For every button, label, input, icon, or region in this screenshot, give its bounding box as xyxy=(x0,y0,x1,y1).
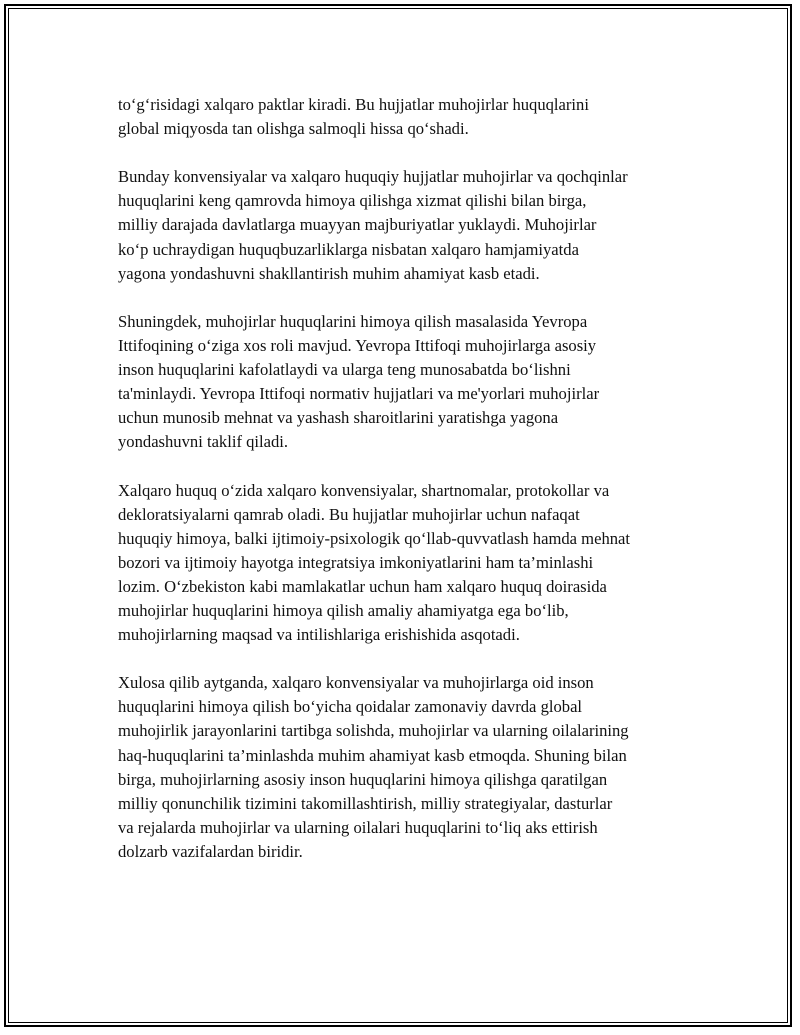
paragraph-2 xyxy=(118,165,698,285)
text-line: Xalqaro huquq o‘zida xalqaro konvensiyalar, shartnomalar, protokollar va xyxy=(118,480,610,500)
text-line: huquqiy himoya, balki ijtimoiy-psixologik qo‘llab-quvvatlash hamda mehnat xyxy=(118,528,631,548)
text-line: global miqyosda tan olishga salmoqli hissa qo‘shadi. xyxy=(118,119,469,139)
text-line: yondashuvni taklif qiladi. xyxy=(118,432,289,452)
text-line: bozori va ijtimoiy hayotga integratsiya imkoniyatlarini ham ta’minlashi xyxy=(118,552,594,572)
text-line: huquqlarini himoya qilish bo‘yicha qoidalar zamonaviy davrda global xyxy=(118,697,583,717)
text-line: lozim. O‘zbekiston kabi mamlakatlar uchun ham xalqaro huquq doirasida xyxy=(118,576,607,596)
text-line: to‘g‘risidagi xalqaro paktlar kiradi. Bu hujjatlar muhojirlar huquqlarini xyxy=(118,95,589,114)
text-line: muhojirlar huquqlarini himoya qilish amaliy ahamiyatga ega bo‘lib, xyxy=(118,600,569,620)
text-line: ko‘p uchraydigan huquqbuzarliklarga nisbatan xalqaro hamjamiyatda xyxy=(118,239,579,259)
document-body xyxy=(118,93,698,888)
text-line: Ittifoqining o‘ziga xos roli mavjud. Yevropa Ittifoqi muhojirlarga asosiy xyxy=(118,335,597,355)
paragraph-3 xyxy=(118,310,698,455)
text-line: Bunday konvensiyalar va xalqaro huquqiy hujjatlar muhojirlar va qochqinlar xyxy=(118,167,628,187)
text-line: Shuningdek, muhojirlar huquqlarini himoya qilish masalasida Yevropa xyxy=(118,311,588,331)
text-line: Xulosa qilib aytganda, xalqaro konvensiyalar va muhojirlarga oid inson xyxy=(118,673,594,693)
text-line: ta'minlaydi. Yevropa Ittifoqi normativ hujjatlari va me'yorlari muhojirlar xyxy=(118,384,600,404)
text-line: milliy qonunchilik tizimini takomillashtirish, milliy strategiyalar, dasturlar xyxy=(118,793,613,813)
text-line: muhojirlarning maqsad va intilishlariga erishishida asqotadi. xyxy=(118,625,520,645)
paragraph-4 xyxy=(118,479,698,648)
text-line: huquqlarini keng qamrovda himoya qilishga xizmat qilishi bilan birga, xyxy=(118,191,587,211)
paragraph-5 xyxy=(118,671,698,864)
text-line: yagona yondashuvni shakllantirish muhim ahamiyat kasb etadi. xyxy=(118,263,540,283)
paragraph-1 xyxy=(118,93,698,141)
text-line: va rejalarda muhojirlar va ularning oilalari huquqlarini to‘liq aks ettirish xyxy=(118,817,598,837)
text-line: uchun munosib mehnat va yashash sharoitlarini yaratishga yagona xyxy=(118,408,559,428)
text-line: inson huquqlarini kafolatlaydi va ularga teng munosabatda bo‘lishni xyxy=(118,360,571,380)
text-line: birga, muhojirlarning asosiy inson huquqlarini himoya qilishga qaratilgan xyxy=(118,769,608,789)
text-line: dolzarb vazifalardan biridir. xyxy=(118,841,303,861)
text-line: dekloratsiyalarni qamrab oladi. Bu hujjatlar muhojirlar uchun nafaqat xyxy=(118,504,580,524)
text-line: milliy darajada davlatlarga muayyan majburiyatlar yuklaydi. Muhojirlar xyxy=(118,215,597,235)
text-line: muhojirlik jarayonlarini tartibga solishda, muhojirlar va ularning oilalarining xyxy=(118,721,629,741)
text-line: haq-huquqlarini ta’minlashda muhim ahamiyat kasb etmoqda. Shuning bilan xyxy=(118,745,627,765)
